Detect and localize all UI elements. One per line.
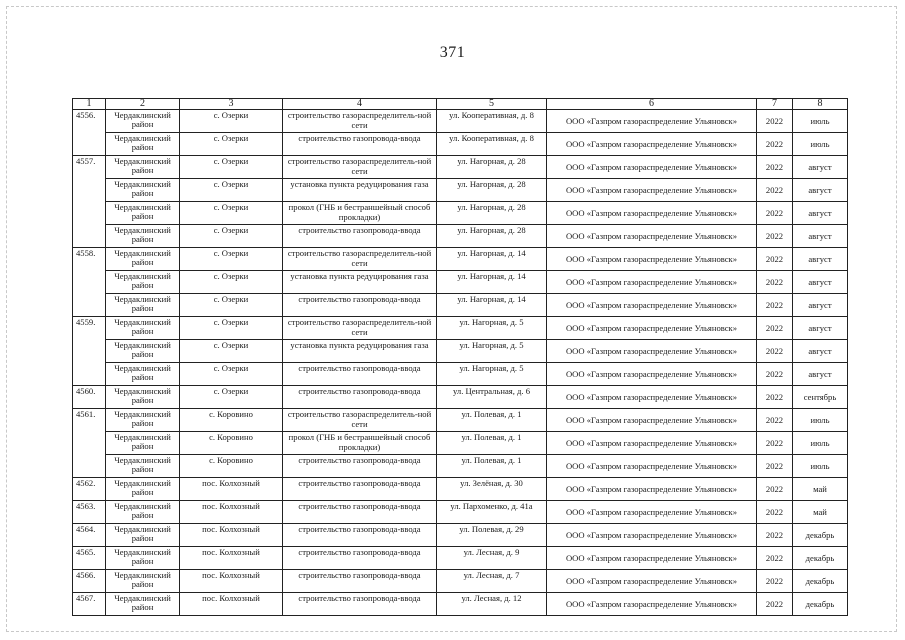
table-row (73, 225, 848, 248)
cell-work-type: строительство газопровода-ввода (283, 501, 437, 524)
cell-month: июль (793, 110, 848, 133)
cell-organization: ООО «Газпром газораспределение Ульяновск» (547, 225, 757, 248)
cell-district: Чердаклинский район (106, 202, 180, 225)
cell-number: 4565. (73, 547, 106, 570)
cell-address: ул. Нагорная, д. 28 (437, 179, 547, 202)
cell-address: ул. Центральная, д. 6 (437, 386, 547, 409)
cell-settlement: с. Озерки (180, 363, 283, 386)
cell-district: Чердаклинский район (106, 570, 180, 593)
cell-address: ул. Нагорная, д. 5 (437, 317, 547, 340)
cell-settlement: с. Озерки (180, 133, 283, 156)
table-row (73, 478, 848, 501)
cell-month: август (793, 248, 848, 271)
cell-address: ул. Пархоменко, д. 41а (437, 501, 547, 524)
cell-district: Чердаклинский район (106, 156, 180, 179)
cell-organization: ООО «Газпром газораспределение Ульяновск» (547, 179, 757, 202)
cell-month: июль (793, 409, 848, 432)
cell-month: август (793, 340, 848, 363)
cell-work-type: строительство газопровода-ввода (283, 363, 437, 386)
cell-work-type: строительство газопровода-ввода (283, 225, 437, 248)
cell-address: ул. Лесная, д. 12 (437, 593, 547, 616)
cell-month: декабрь (793, 570, 848, 593)
table-row (73, 271, 848, 294)
cell-number: 4564. (73, 524, 106, 547)
cell-organization: ООО «Газпром газораспределение Ульяновск» (547, 570, 757, 593)
cell-address: ул. Полевая, д. 1 (437, 409, 547, 432)
cell-settlement: с. Озерки (180, 340, 283, 363)
cell-work-type: строительство газораспределитель-ной сети (283, 409, 437, 432)
cell-work-type: строительство газопровода-ввода (283, 547, 437, 570)
cell-address: ул. Нагорная, д. 28 (437, 225, 547, 248)
cell-work-type: строительство газопровода-ввода (283, 570, 437, 593)
cell-year: 2022 (757, 225, 793, 248)
table-row (73, 248, 848, 271)
cell-address: ул. Лесная, д. 9 (437, 547, 547, 570)
cell-number: 4559. (73, 317, 106, 386)
cell-settlement: с. Озерки (180, 156, 283, 179)
page-number: 371 (439, 44, 466, 61)
cell-district: Чердаклинский район (106, 501, 180, 524)
cell-organization: ООО «Газпром газораспределение Ульяновск» (547, 133, 757, 156)
cell-month: июль (793, 432, 848, 455)
cell-work-type: прокол (ГНБ и бестраншейный способ прокладки) (283, 202, 437, 225)
cell-address: ул. Нагорная, д. 14 (437, 294, 547, 317)
cell-organization: ООО «Газпром газораспределение Ульяновск» (547, 271, 757, 294)
cell-address: ул. Зелёная, д. 30 (437, 478, 547, 501)
cell-organization: ООО «Газпром газораспределение Ульяновск» (547, 432, 757, 455)
cell-year: 2022 (757, 524, 793, 547)
cell-year: 2022 (757, 202, 793, 225)
cell-settlement: пос. Колхозный (180, 478, 283, 501)
cell-work-type: строительство газораспределитель-ной сети (283, 248, 437, 271)
table-row (73, 133, 848, 156)
header-row (73, 99, 848, 110)
cell-month: август (793, 317, 848, 340)
cell-district: Чердаклинский район (106, 294, 180, 317)
cell-district: Чердаклинский район (106, 409, 180, 432)
cell-organization: ООО «Газпром газораспределение Ульяновск» (547, 248, 757, 271)
cell-month: декабрь (793, 593, 848, 616)
cell-year: 2022 (757, 501, 793, 524)
cell-address: ул. Кооперативная, д. 8 (437, 133, 547, 156)
registry-body (73, 110, 848, 616)
cell-month: декабрь (793, 524, 848, 547)
table-row (73, 386, 848, 409)
cell-organization: ООО «Газпром газораспределение Ульяновск» (547, 593, 757, 616)
cell-address: ул. Нагорная, д. 28 (437, 202, 547, 225)
cell-address: ул. Полевая, д. 1 (437, 432, 547, 455)
cell-year: 2022 (757, 317, 793, 340)
cell-district: Чердаклинский район (106, 478, 180, 501)
table-row (73, 317, 848, 340)
cell-settlement: с. Озерки (180, 386, 283, 409)
cell-work-type: установка пункта редуцирования газа (283, 271, 437, 294)
cell-district: Чердаклинский район (106, 110, 180, 133)
cell-year: 2022 (757, 478, 793, 501)
cell-number: 4563. (73, 501, 106, 524)
cell-number: 4556. (73, 110, 106, 156)
cell-organization: ООО «Газпром газораспределение Ульяновск» (547, 501, 757, 524)
cell-district: Чердаклинский район (106, 225, 180, 248)
cell-number: 4562. (73, 478, 106, 501)
table-row (73, 432, 848, 455)
cell-address: ул. Нагорная, д. 28 (437, 156, 547, 179)
cell-number: 4567. (73, 593, 106, 616)
table-row (73, 179, 848, 202)
cell-address: ул. Кооперативная, д. 8 (437, 110, 547, 133)
cell-settlement: с. Коровино (180, 409, 283, 432)
cell-district: Чердаклинский район (106, 593, 180, 616)
table-row (73, 156, 848, 179)
cell-settlement: пос. Колхозный (180, 593, 283, 616)
cell-month: июль (793, 455, 848, 478)
cell-district: Чердаклинский район (106, 386, 180, 409)
cell-year: 2022 (757, 156, 793, 179)
column-header: 7 (757, 99, 793, 110)
cell-district: Чердаклинский район (106, 455, 180, 478)
table-row (73, 110, 848, 133)
cell-district: Чердаклинский район (106, 432, 180, 455)
cell-settlement: с. Озерки (180, 248, 283, 271)
cell-work-type: строительство газопровода-ввода (283, 455, 437, 478)
cell-settlement: пос. Колхозный (180, 547, 283, 570)
registry-table (72, 98, 848, 616)
cell-work-type: строительство газопровода-ввода (283, 133, 437, 156)
table-row (73, 294, 848, 317)
cell-work-type: строительство газопровода-ввода (283, 294, 437, 317)
cell-month: май (793, 501, 848, 524)
cell-district: Чердаклинский район (106, 340, 180, 363)
cell-work-type: строительство газораспределитель-ной сети (283, 317, 437, 340)
table-row (73, 547, 848, 570)
cell-month: май (793, 478, 848, 501)
cell-address: ул. Нагорная, д. 5 (437, 340, 547, 363)
cell-month: август (793, 156, 848, 179)
column-header: 8 (793, 99, 848, 110)
cell-year: 2022 (757, 386, 793, 409)
table-row (73, 524, 848, 547)
cell-year: 2022 (757, 409, 793, 432)
cell-district: Чердаклинский район (106, 179, 180, 202)
column-header: 4 (283, 99, 437, 110)
column-header: 1 (73, 99, 106, 110)
cell-number: 4561. (73, 409, 106, 478)
cell-number: 4558. (73, 248, 106, 317)
cell-district: Чердаклинский район (106, 317, 180, 340)
cell-year: 2022 (757, 340, 793, 363)
cell-settlement: с. Озерки (180, 202, 283, 225)
table-row (73, 363, 848, 386)
cell-number: 4566. (73, 570, 106, 593)
cell-address: ул. Нагорная, д. 14 (437, 271, 547, 294)
cell-number: 4560. (73, 386, 106, 409)
cell-address: ул. Полевая, д. 1 (437, 455, 547, 478)
cell-address: ул. Лесная, д. 7 (437, 570, 547, 593)
cell-settlement: с. Озерки (180, 317, 283, 340)
cell-year: 2022 (757, 547, 793, 570)
cell-month: август (793, 363, 848, 386)
cell-organization: ООО «Газпром газораспределение Ульяновск» (547, 340, 757, 363)
cell-district: Чердаклинский район (106, 271, 180, 294)
cell-work-type: строительство газопровода-ввода (283, 524, 437, 547)
cell-year: 2022 (757, 593, 793, 616)
cell-settlement: пос. Колхозный (180, 501, 283, 524)
cell-district: Чердаклинский район (106, 547, 180, 570)
cell-month: август (793, 179, 848, 202)
table-row (73, 202, 848, 225)
cell-organization: ООО «Газпром газораспределение Ульяновск» (547, 386, 757, 409)
cell-organization: ООО «Газпром газораспределение Ульяновск» (547, 156, 757, 179)
cell-settlement: с. Озерки (180, 225, 283, 248)
cell-settlement: с. Коровино (180, 455, 283, 478)
cell-settlement: пос. Колхозный (180, 524, 283, 547)
cell-organization: ООО «Газпром газораспределение Ульяновск» (547, 317, 757, 340)
cell-settlement: с. Озерки (180, 271, 283, 294)
cell-district: Чердаклинский район (106, 133, 180, 156)
cell-address: ул. Нагорная, д. 5 (437, 363, 547, 386)
cell-work-type: строительство газопровода-ввода (283, 386, 437, 409)
cell-year: 2022 (757, 570, 793, 593)
column-header: 2 (106, 99, 180, 110)
cell-settlement: с. Озерки (180, 110, 283, 133)
cell-year: 2022 (757, 179, 793, 202)
cell-year: 2022 (757, 363, 793, 386)
cell-settlement: с. Коровино (180, 432, 283, 455)
cell-organization: ООО «Газпром газораспределение Ульяновск» (547, 478, 757, 501)
table-row (73, 501, 848, 524)
cell-work-type: установка пункта редуцирования газа (283, 179, 437, 202)
cell-work-type: строительство газораспределитель-ной сети (283, 156, 437, 179)
cell-year: 2022 (757, 110, 793, 133)
table-row (73, 409, 848, 432)
cell-month: июль (793, 133, 848, 156)
cell-year: 2022 (757, 432, 793, 455)
table-row (73, 593, 848, 616)
cell-organization: ООО «Газпром газораспределение Ульяновск» (547, 294, 757, 317)
cell-organization: ООО «Газпром газораспределение Ульяновск» (547, 409, 757, 432)
column-header: 5 (437, 99, 547, 110)
cell-organization: ООО «Газпром газораспределение Ульяновск» (547, 455, 757, 478)
cell-month: декабрь (793, 547, 848, 570)
column-header: 6 (547, 99, 757, 110)
cell-organization: ООО «Газпром газораспределение Ульяновск» (547, 524, 757, 547)
cell-year: 2022 (757, 455, 793, 478)
cell-settlement: пос. Колхозный (180, 570, 283, 593)
cell-district: Чердаклинский район (106, 363, 180, 386)
cell-month: сентябрь (793, 386, 848, 409)
cell-district: Чердаклинский район (106, 248, 180, 271)
cell-organization: ООО «Газпром газораспределение Ульяновск» (547, 110, 757, 133)
cell-work-type: прокол (ГНБ и бестраншейный способ прокладки) (283, 432, 437, 455)
cell-month: август (793, 202, 848, 225)
cell-district: Чердаклинский район (106, 524, 180, 547)
cell-work-type: строительство газопровода-ввода (283, 478, 437, 501)
cell-organization: ООО «Газпром газораспределение Ульяновск» (547, 363, 757, 386)
cell-work-type: строительство газораспределитель-ной сети (283, 110, 437, 133)
cell-year: 2022 (757, 271, 793, 294)
cell-month: август (793, 271, 848, 294)
cell-number: 4557. (73, 156, 106, 248)
cell-month: август (793, 294, 848, 317)
cell-address: ул. Нагорная, д. 14 (437, 248, 547, 271)
table-row (73, 570, 848, 593)
table-row (73, 340, 848, 363)
cell-year: 2022 (757, 294, 793, 317)
cell-year: 2022 (757, 248, 793, 271)
column-header: 3 (180, 99, 283, 110)
cell-settlement: с. Озерки (180, 294, 283, 317)
cell-year: 2022 (757, 133, 793, 156)
cell-settlement: с. Озерки (180, 179, 283, 202)
cell-month: август (793, 225, 848, 248)
cell-organization: ООО «Газпром газораспределение Ульяновск» (547, 202, 757, 225)
table-row (73, 455, 848, 478)
cell-work-type: установка пункта редуцирования газа (283, 340, 437, 363)
cell-organization: ООО «Газпром газораспределение Ульяновск» (547, 547, 757, 570)
cell-work-type: строительство газопровода-ввода (283, 593, 437, 616)
cell-address: ул. Полевая, д. 29 (437, 524, 547, 547)
